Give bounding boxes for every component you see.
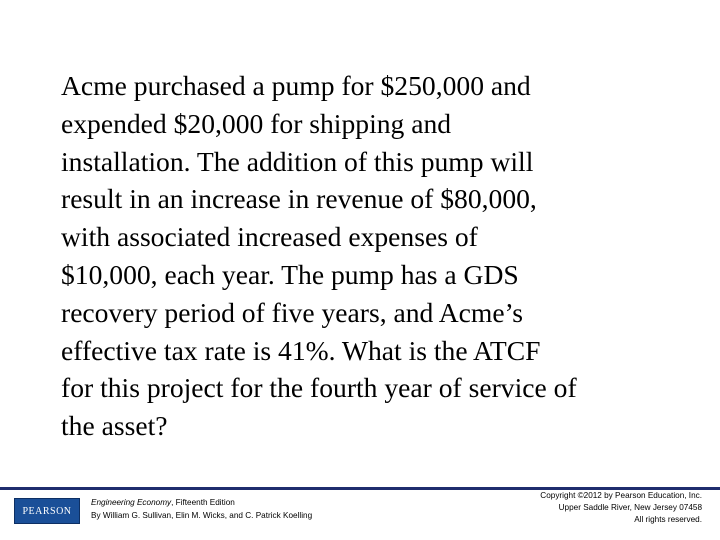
rights-line: All rights reserved. xyxy=(634,515,702,524)
pearson-logo: PEARSON xyxy=(14,498,80,524)
book-edition: , Fifteenth Edition xyxy=(171,498,235,507)
copyright-line: Copyright ©2012 by Pearson Education, Inc. xyxy=(540,491,702,500)
body-line: expended $20,000 for shipping and xyxy=(61,107,452,139)
slide-body-text xyxy=(61,67,691,445)
copyright-block xyxy=(462,490,702,526)
address-line: Upper Saddle River, New Jersey 07458 xyxy=(558,503,702,512)
book-citation xyxy=(91,496,312,522)
body-line: recovery period of five years, and Acme’s xyxy=(61,296,524,328)
book-title: Engineering Economy xyxy=(91,498,172,507)
book-authors: By William G. Sullivan, Elin M. Wicks, and C. Patrick Koelling xyxy=(91,511,313,520)
body-line: effective tax rate is 41%. What is the ATCF xyxy=(61,334,541,366)
body-line: for this project for the fourth year of service of xyxy=(61,372,577,404)
body-line: installation. The addition of this pump will xyxy=(61,145,534,177)
body-line: with associated increased expenses of xyxy=(61,221,478,253)
body-line: Acme purchased a pump for $250,000 and xyxy=(61,70,531,101)
body-line: the asset? xyxy=(61,410,168,442)
body-line: result in an increase in revenue of $80,000, xyxy=(61,183,537,215)
body-line: $10,000, each year. The pump has a GDS xyxy=(61,258,519,290)
